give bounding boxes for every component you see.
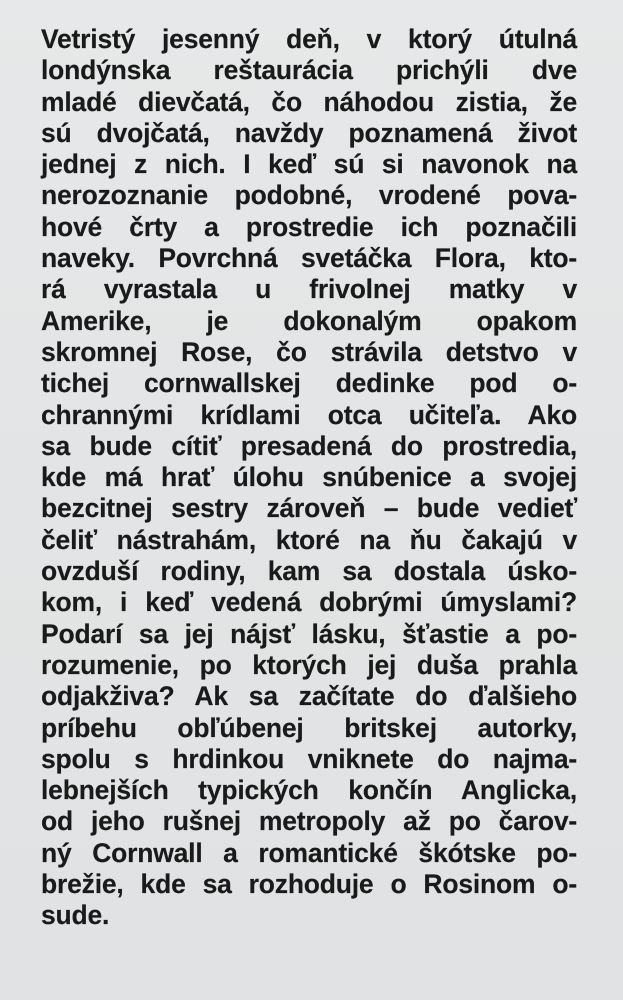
text-line: sú dvojčatá, navždy poznamená život <box>41 117 577 148</box>
text-line: Vetristý jesenný deň, v ktorý útulná <box>41 24 577 54</box>
text-line: odjakživa? Ak sa začítate do ďalšieho <box>41 681 577 712</box>
text-line: rozumenie, po ktorých jej duša prahla <box>41 649 577 680</box>
text-line: skromnej Rose, čo strávila detstvo v <box>41 336 577 367</box>
text-line: ovzduší rodiny, kam sa dostala úsko- <box>41 556 577 587</box>
text-line: rá vyrastala u frivolnej matky v <box>41 274 577 305</box>
text-line-last: sude. <box>41 900 110 931</box>
text-line: čeliť nástrahám, ktoré na ňu čakajú v <box>41 524 577 555</box>
text-line: kde má hrať úlohu snúbenice a svojej <box>41 462 577 493</box>
text-line: ný Cornwall a romantické škótske po- <box>41 837 577 868</box>
text-line: od jeho rušnej metropoly až po čarov- <box>41 806 577 837</box>
text-line: naveky. Povrchná svetáčka Flora, kto- <box>41 243 577 274</box>
text-line: nerozoznanie podobné, vrodené pova- <box>41 180 577 211</box>
blurb-text-block <box>41 24 577 932</box>
text-line: lebnejších typických končín Anglicka, <box>41 775 577 806</box>
text-line: jednej z nich. I keď sú si navonok na <box>41 149 577 180</box>
text-line: príbehu obľúbenej britskej autorky, <box>41 712 577 743</box>
text-line: kom, i keď vedená dobrými úmyslami? <box>41 587 577 618</box>
text-line: hové črty a prostredie ich poznačili <box>41 211 577 242</box>
text-line: brežie, kde sa rozhoduje o Rosinom o- <box>41 869 577 900</box>
text-line: Amerike, je dokonalým opakom <box>41 305 577 336</box>
text-line: mladé dievčatá, čo náhodou zistia, že <box>41 86 577 117</box>
text-line: chrannými krídlami otca učiteľa. Ako <box>41 399 577 430</box>
text-line: tichej cornwallskej dedinke pod o- <box>41 368 577 399</box>
text-line: bezcitnej sestry zároveň – bude vedieť <box>41 493 577 524</box>
text-line: sa bude cítiť presadená do prostredia, <box>41 430 577 461</box>
text-line: londýnska reštaurácia prichýli dve <box>41 55 577 86</box>
text-line: Podarí sa jej nájsť lásku, šťastie a po- <box>41 618 577 649</box>
text-line: spolu s hrdinkou vniknete do najma- <box>41 743 577 774</box>
